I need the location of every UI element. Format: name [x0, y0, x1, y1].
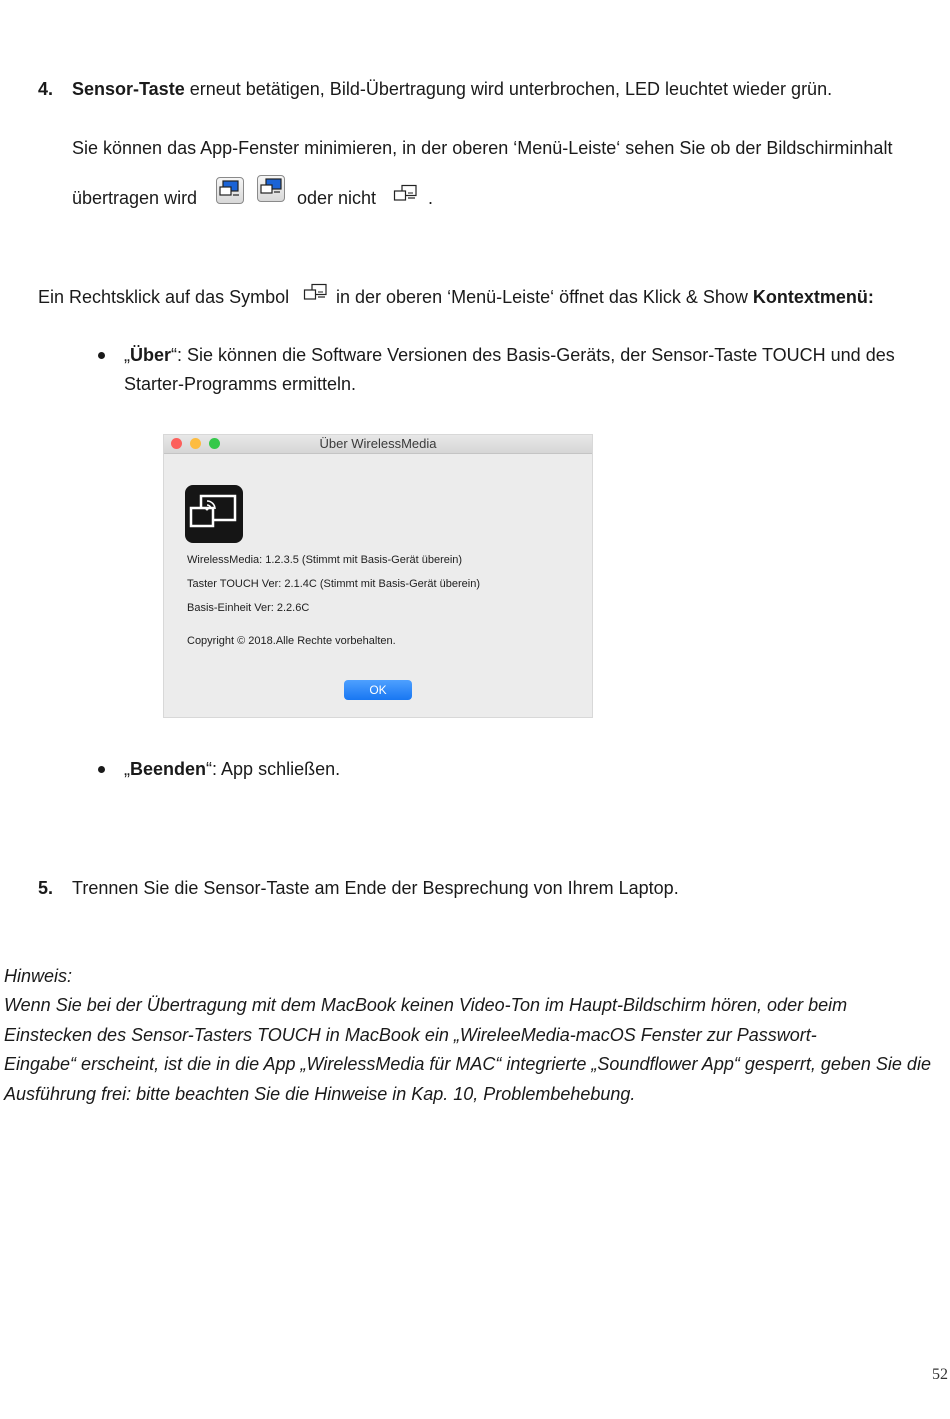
dialog-copyright: Copyright © 2018.Alle Rechte vorbehalten. — [187, 635, 396, 647]
bullet-dot — [98, 352, 105, 359]
dialog-titlebar — [164, 435, 592, 454]
intro-text — [336, 287, 874, 308]
about-dialog-screenshot — [163, 434, 593, 718]
ok-button[interactable]: OK — [344, 680, 412, 700]
step-4-para-line2b: oder nicht — [297, 188, 377, 208]
step-5-text: Trennen Sie die Sensor-Taste am Ende der Besprechung von Ihrem Laptop. — [72, 878, 679, 898]
screen-share-active-icon — [216, 177, 244, 204]
step-4-para-line2a: übertragen wird — [72, 188, 198, 208]
bullet-beenden-open: „ — [124, 759, 130, 779]
page-number: 52 — [932, 1366, 948, 1383]
note-line1: Wenn Sie bei der Übertragung mit dem MacBook keinen Video-Ton im Haupt-Bildschirm hören, oder beim — [4, 995, 848, 1015]
intro-part2: in der oberen ‘Menü-Leiste‘ öffnet das Klick & Show — [336, 287, 753, 307]
note-line4: Ausführung frei: bitte beachten Sie die Hinweise in Kap. 10, Problembehebung. — [4, 1084, 636, 1104]
step-4-text — [72, 79, 832, 100]
step-4-para-line1: Sie können das App-Fenster minimieren, in der oberen ‘Menü-Leiste‘ sehen Sie ob der Bildschirminhalt — [72, 138, 893, 158]
note-line3: Eingabe“ erscheint, ist die in die App „WirelessMedia für MAC“ integrierte „Soundflower App“ gesperrt, geben Sie die — [4, 1054, 931, 1074]
bullet-dot — [98, 766, 105, 773]
screen-share-inactive-icon — [303, 283, 329, 303]
dialog-title: Über WirelessMedia — [319, 436, 437, 451]
wirelessmedia-app-icon — [185, 485, 243, 543]
bullet-ueber — [124, 345, 895, 366]
step-4-number: 4. — [38, 79, 54, 99]
step-4-rest: erneut betätigen, Bild-Übertragung wird unterbrochen, LED leuchtet wieder grün. — [184, 79, 833, 99]
step-5-number: 5. — [38, 878, 54, 898]
step-4-bold: Sensor-Taste — [72, 79, 185, 99]
screen-share-inactive-icon — [393, 184, 419, 204]
dialog-version-base: Basis-Einheit Ver: 2.2.6C — [187, 602, 310, 614]
step-4-para-line2c: . — [428, 188, 434, 208]
bullet-beenden — [124, 759, 340, 780]
screen-share-active-icon — [257, 175, 285, 202]
bullet-ueber-line2: Starter-Programms ermitteln. — [124, 374, 357, 394]
note-heading: Hinweis: — [4, 966, 73, 986]
bullet-beenden-bold: Beenden — [130, 759, 207, 779]
bullet-ueber-bold: Über — [130, 345, 172, 365]
note-line2: Einstecken des Sensor-Tasters TOUCH in MacBook ein „WireleeMedia-macOS Fenster zur Passwort- — [4, 1025, 817, 1045]
bullet-beenden-rest: “: App schließen. — [206, 759, 341, 779]
dialog-version-app: WirelessMedia: 1.2.3.5 (Stimmt mit Basis-Gerät überein) — [187, 554, 463, 566]
intro-part1: Ein Rechtsklick auf das Symbol — [38, 287, 290, 307]
bullet-ueber-rest: “: Sie können die Software Versionen des Basis-Geräts, der Sensor-Taste TOUCH und des — [171, 345, 895, 365]
bullet-ueber-open: „ — [124, 345, 130, 365]
dialog-version-touch: Taster TOUCH Ver: 2.1.4C (Stimmt mit Basis-Gerät überein) — [187, 578, 481, 590]
intro-bold: Kontextmenü: — [752, 287, 874, 307]
